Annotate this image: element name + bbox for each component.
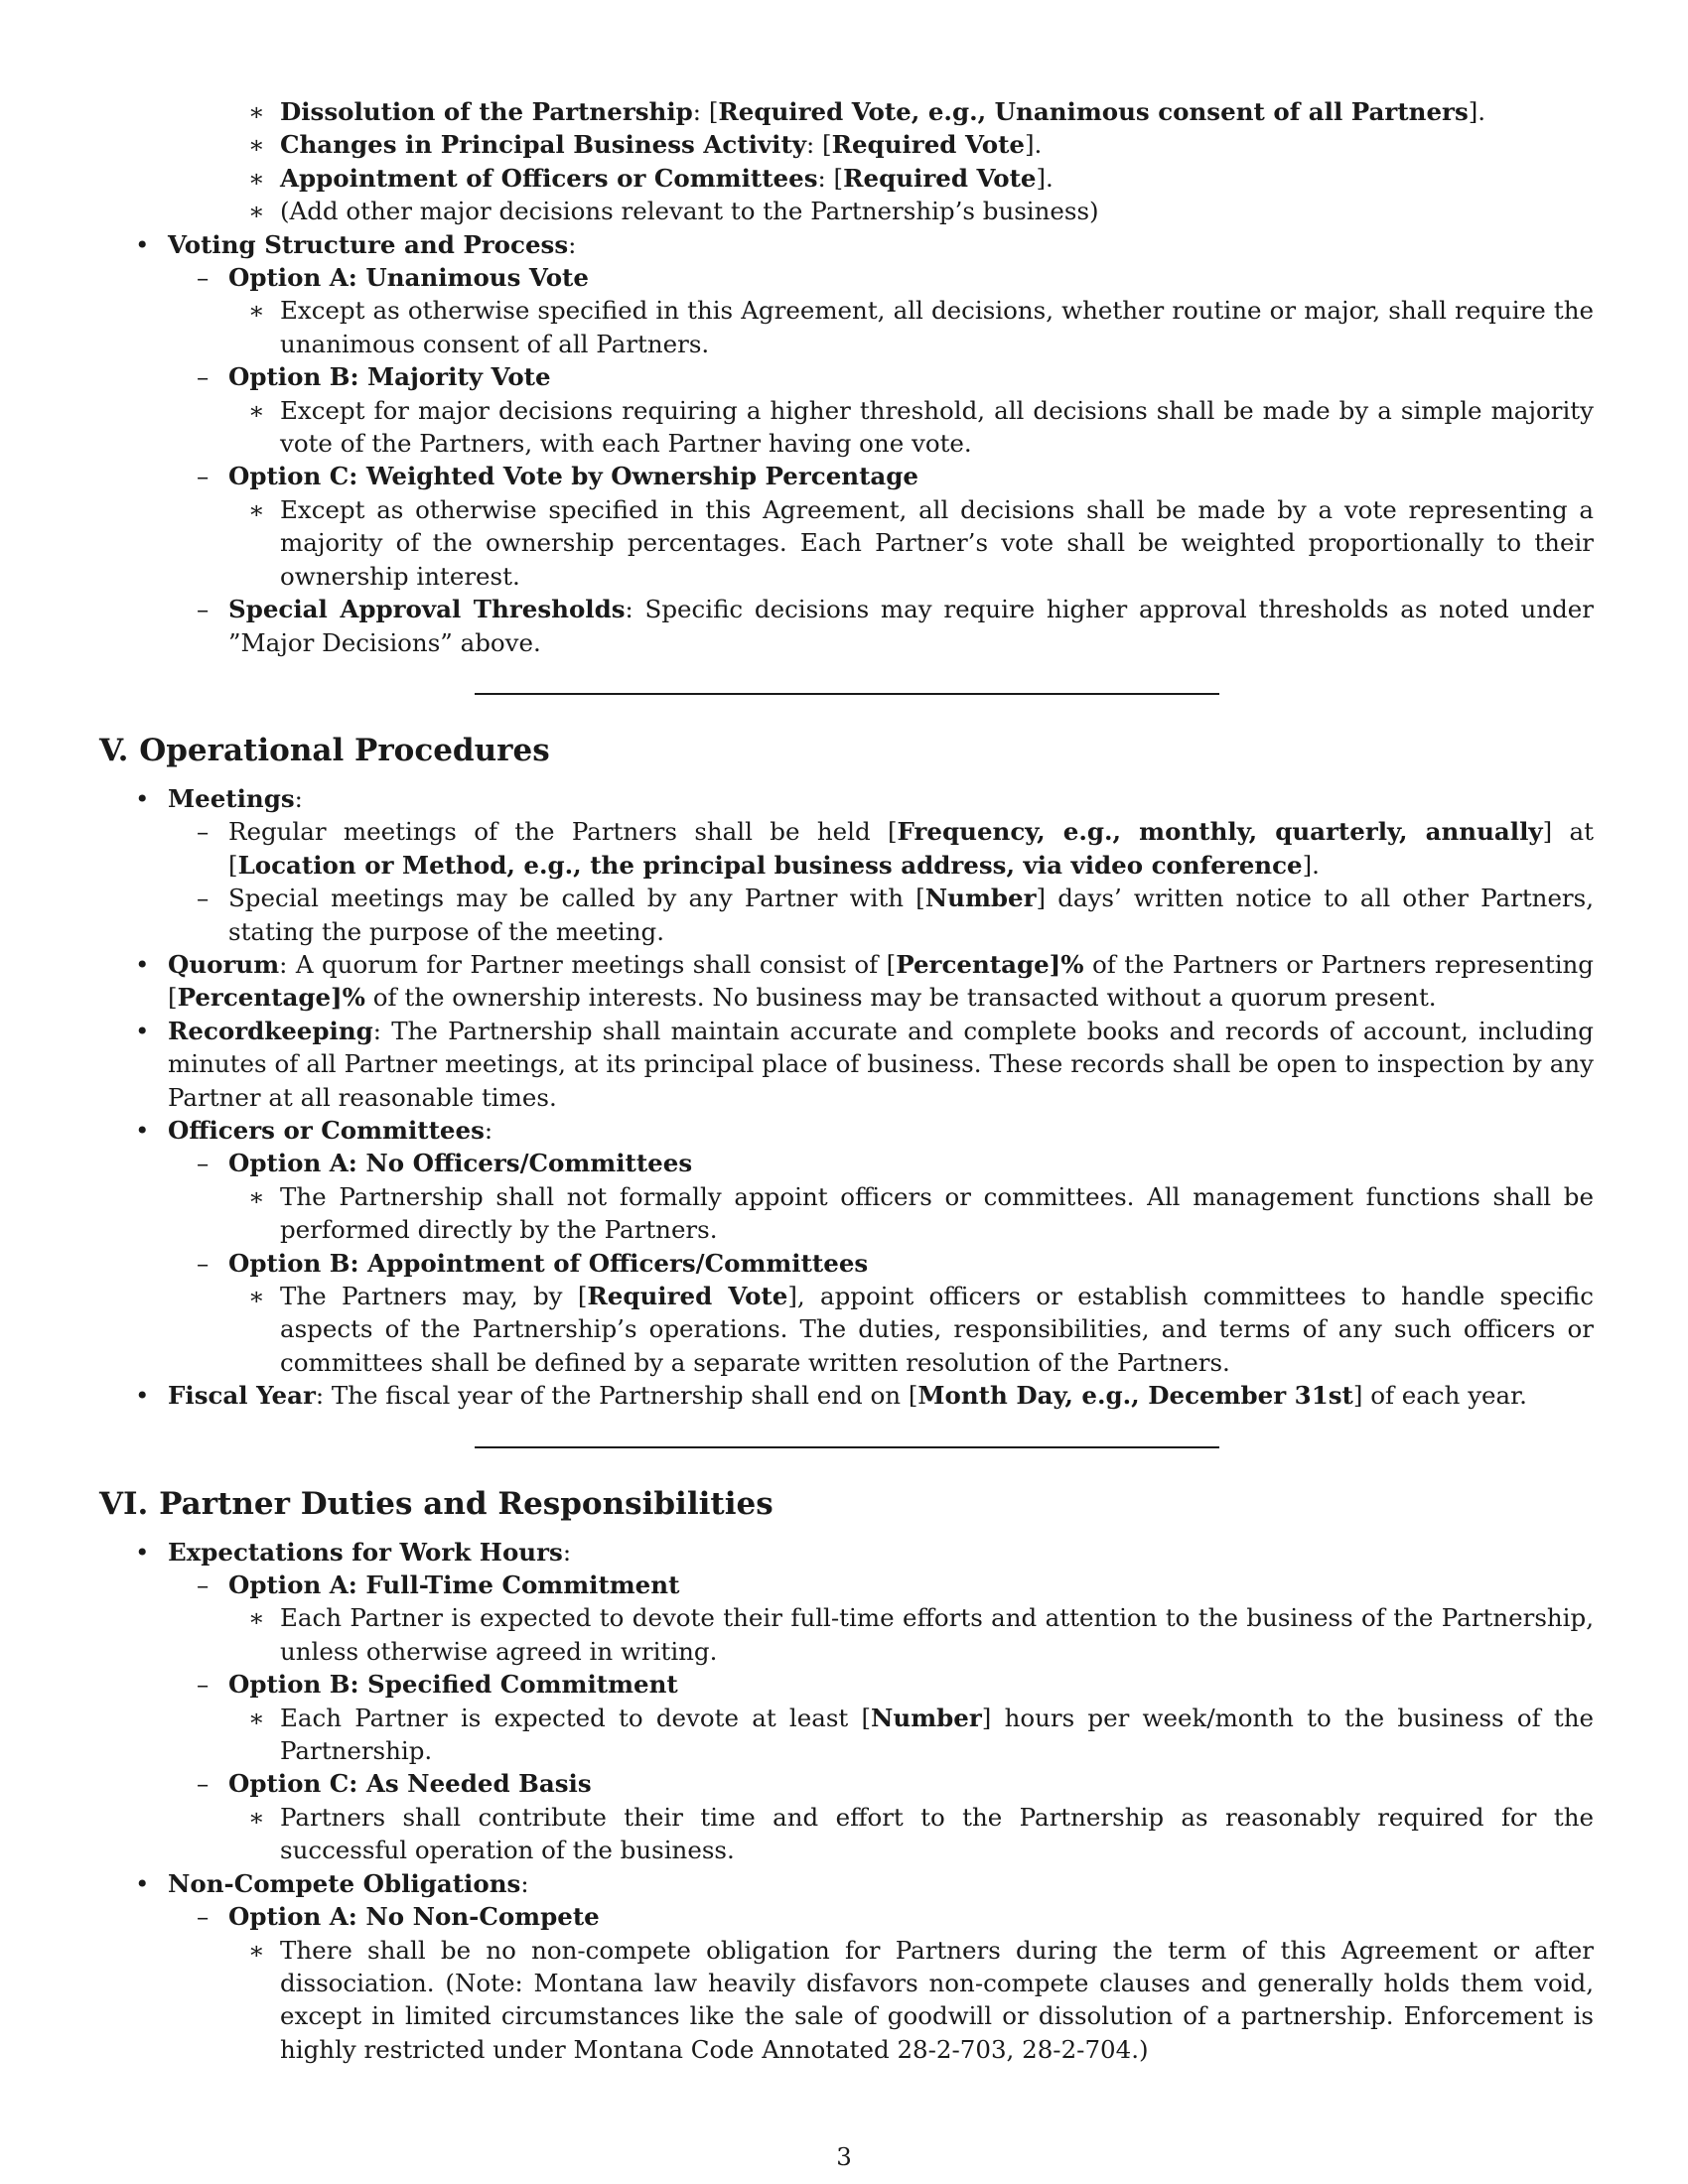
option-text: ∗ The Partners may, by [Required Vote], appoint officers or establish committees to handle specific aspects of the Partnership’s operations. The duties, responsibilities, and terms of any such officers or committees shall be defined by a separate written resolution of the Partners. bbox=[99, 1280, 1594, 1379]
option-heading: – Option A: No Non-Compete bbox=[99, 1900, 1594, 1933]
option-heading: – Option A: Unanimous Vote bbox=[99, 261, 1594, 294]
list-item: ∗ Dissolution of the Partnership: [Required Vote, e.g., Unanimous consent of all Partners]. bbox=[99, 95, 1594, 128]
option-heading: – Option A: Full-Time Commitment bbox=[99, 1569, 1594, 1601]
option-text: ∗ Each Partner is expected to devote their full-time efforts and attention to the business of the Partnership, unless otherwise agreed in writing. bbox=[99, 1601, 1594, 1668]
option-text: ∗ Each Partner is expected to devote at least [Number] hours per week/month to the business of the Partnership. bbox=[99, 1702, 1594, 1768]
work-hours-item: • Expectations for Work Hours: bbox=[99, 1536, 1594, 1569]
option-heading: – Option B: Majority Vote bbox=[99, 360, 1594, 393]
option-text: ∗ Except as otherwise specified in this Agreement, all decisions shall be made by a vote representing a majority of the ownership percentages. Each Partner’s vote shall be weighted proportionally to their ownership interest. bbox=[99, 493, 1594, 593]
option-heading: – Option C: Weighted Vote by Ownership Percentage bbox=[99, 460, 1594, 492]
special-approval-item: – Special Approval Thresholds: Specific decisions may require higher approval thresholds as noted under ”Major Decisions” above. bbox=[99, 593, 1594, 659]
meetings-item: • Meetings: bbox=[99, 782, 1594, 815]
document-page bbox=[99, 95, 1594, 2066]
list-item: ∗ (Add other major decisions relevant to the Partnership’s business) bbox=[99, 195, 1594, 227]
option-heading: – Option B: Specified Commitment bbox=[99, 1668, 1594, 1701]
option-heading: – Option B: Appointment of Officers/Committees bbox=[99, 1247, 1594, 1280]
section-heading: VI. Partner Duties and Responsibilities bbox=[99, 1485, 774, 1522]
option-text: ∗ Except as otherwise specified in this Agreement, all decisions, whether routine or major, shall require the unanimous consent of all Partners. bbox=[99, 294, 1594, 360]
option-heading: – Option C: As Needed Basis bbox=[99, 1767, 1594, 1800]
option-heading: – Option A: No Officers/Committees bbox=[99, 1147, 1594, 1179]
fiscal-year-item: • Fiscal Year: The fiscal year of the Partnership shall end on [Month Day, e.g., December 31st] of each year. bbox=[99, 1379, 1594, 1412]
option-text: ∗ The Partnership shall not formally appoint officers or committees. All management functions shall be performed directly by the Partners. bbox=[99, 1180, 1594, 1247]
option-text: ∗ Partners shall contribute their time and effort to the Partnership as reasonably required for the successful operation of the business. bbox=[99, 1801, 1594, 1867]
list-item: – Special meetings may be called by any Partner with [Number] days’ written notice to all other Partners, stating the purpose of the meeting. bbox=[99, 882, 1594, 948]
list-item: ∗ Appointment of Officers or Committees: [Required Vote]. bbox=[99, 162, 1594, 195]
list-item: – Regular meetings of the Partners shall be held [Frequency, e.g., monthly, quarterly, annually] at [Location or Method, e.g., the principal business address, via video conference]. bbox=[99, 815, 1594, 882]
recordkeeping-item: • Recordkeeping: The Partnership shall maintain accurate and complete books and records of account, including minutes of all Partner meetings, at its principal place of business. These records shall be open to inspection by any Partner at all reasonable times. bbox=[99, 1015, 1594, 1114]
voting-structure-item: • Voting Structure and Process: bbox=[99, 228, 1594, 261]
option-text: ∗ Except for major decisions requiring a higher threshold, all decisions shall be made by a simple majority vote of the Partners, with each Partner having one vote. bbox=[99, 394, 1594, 461]
officers-item: • Officers or Committees: bbox=[99, 1114, 1594, 1147]
section-divider bbox=[475, 1446, 1219, 1448]
option-text: ∗ There shall be no non-compete obligation for Partners during the term of this Agreement or after dissociation. (Note: Montana law heavily disfavors non-compete clauses and generally holds them void, except in limited circumstances like the sale of goodwill or dissolution of a partnership. Enforcement is highly restricted under Montana Code Annotated 28-2-703, 28-2-704.) bbox=[99, 1934, 1594, 2067]
list-item: ∗ Changes in Principal Business Activity: [Required Vote]. bbox=[99, 128, 1594, 161]
section-divider bbox=[475, 693, 1219, 695]
quorum-item: • Quorum: A quorum for Partner meetings shall consist of [Percentage]% of the Partners or Partners representing [Percentage]% of the ownership interests. No business may be transacted without a quorum present. bbox=[99, 948, 1594, 1015]
page-number: 3 bbox=[836, 2142, 852, 2171]
non-compete-item: • Non-Compete Obligations: bbox=[99, 1867, 1594, 1900]
section-heading: V. Operational Procedures bbox=[99, 732, 550, 768]
